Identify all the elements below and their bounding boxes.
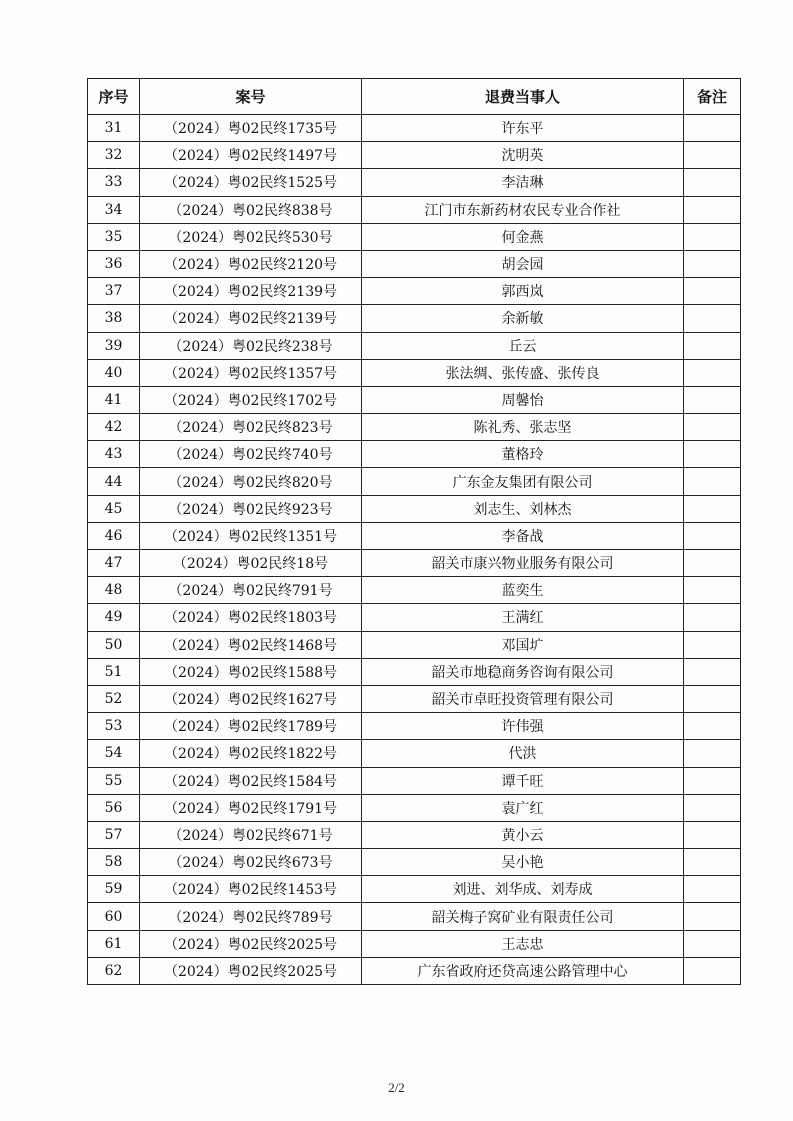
cell-note (684, 713, 741, 740)
cell-case: （2024）粤02民终791号 (140, 577, 362, 604)
cell-note (684, 903, 741, 930)
cell-note (684, 821, 741, 848)
cell-note (684, 223, 741, 250)
cell-case: （2024）粤02民终923号 (140, 495, 362, 522)
cell-no: 44 (88, 468, 140, 495)
cell-case: （2024）粤02民终1497号 (140, 142, 362, 169)
cell-party: 郭西岚 (362, 278, 684, 305)
table-row (88, 794, 741, 821)
table-row (88, 767, 741, 794)
cell-case: （2024）粤02民终1791号 (140, 794, 362, 821)
cell-no: 36 (88, 250, 140, 277)
cell-party: 周馨怡 (362, 386, 684, 413)
cell-no: 42 (88, 414, 140, 441)
cell-party: 何金燕 (362, 223, 684, 250)
table-row (88, 278, 741, 305)
cell-case: （2024）粤02民终238号 (140, 332, 362, 359)
cell-no: 54 (88, 740, 140, 767)
cell-note (684, 631, 741, 658)
cell-party: 许东平 (362, 115, 684, 142)
cell-no: 61 (88, 930, 140, 957)
cell-no: 35 (88, 223, 140, 250)
cell-party: 胡会园 (362, 250, 684, 277)
cell-party: 李备战 (362, 522, 684, 549)
cell-party: 余新敏 (362, 305, 684, 332)
cell-note (684, 794, 741, 821)
cell-no: 34 (88, 196, 140, 223)
cell-note (684, 142, 741, 169)
cell-case: （2024）粤02民终1584号 (140, 767, 362, 794)
table-row (88, 849, 741, 876)
table-row (88, 305, 741, 332)
cell-note (684, 849, 741, 876)
cell-note (684, 767, 741, 794)
cell-note (684, 441, 741, 468)
cell-no: 49 (88, 604, 140, 631)
table-row (88, 250, 741, 277)
table-row (88, 876, 741, 903)
table-row (88, 115, 741, 142)
cell-case: （2024）粤02民终1822号 (140, 740, 362, 767)
cell-party: 许伟强 (362, 713, 684, 740)
table-row (88, 903, 741, 930)
cell-case: （2024）粤02民终530号 (140, 223, 362, 250)
cell-case: （2024）粤02民终1525号 (140, 169, 362, 196)
cell-case: （2024）粤02民终1627号 (140, 685, 362, 712)
cell-party: 韶关梅子窝矿业有限责任公司 (362, 903, 684, 930)
table-row (88, 169, 741, 196)
cell-no: 32 (88, 142, 140, 169)
header-party: 退费当事人 (362, 79, 684, 115)
header-case: 案号 (140, 79, 362, 115)
table-row (88, 495, 741, 522)
table-row (88, 550, 741, 577)
cell-party: 江门市东新药材农民专业合作社 (362, 196, 684, 223)
cell-no: 37 (88, 278, 140, 305)
table-row (88, 713, 741, 740)
cell-case: （2024）粤02民终740号 (140, 441, 362, 468)
cell-case: （2024）粤02民终673号 (140, 849, 362, 876)
cell-note (684, 196, 741, 223)
cell-party: 韶关市卓旺投资管理有限公司 (362, 685, 684, 712)
cell-note (684, 359, 741, 386)
cell-case: （2024）粤02民终2025号 (140, 957, 362, 984)
table-row (88, 957, 741, 984)
cell-no: 53 (88, 713, 140, 740)
cell-party: 张法绸、张传盛、张传良 (362, 359, 684, 386)
cell-no: 51 (88, 658, 140, 685)
cell-no: 46 (88, 522, 140, 549)
cell-no: 43 (88, 441, 140, 468)
table-row (88, 414, 741, 441)
cell-party: 刘进、刘华成、刘寿成 (362, 876, 684, 903)
cell-note (684, 876, 741, 903)
table-row (88, 930, 741, 957)
cell-note (684, 386, 741, 413)
cell-party: 王满红 (362, 604, 684, 631)
cell-note (684, 604, 741, 631)
cell-no: 59 (88, 876, 140, 903)
cell-no: 33 (88, 169, 140, 196)
cell-no: 48 (88, 577, 140, 604)
cell-note (684, 550, 741, 577)
cell-case: （2024）粤02民终1789号 (140, 713, 362, 740)
cell-case: （2024）粤02民终671号 (140, 821, 362, 848)
cell-case: （2024）粤02民终823号 (140, 414, 362, 441)
table-body (88, 115, 741, 985)
cell-no: 55 (88, 767, 140, 794)
cell-case: （2024）粤02民终1453号 (140, 876, 362, 903)
header-no: 序号 (88, 79, 140, 115)
cell-no: 31 (88, 115, 140, 142)
cell-party: 丘云 (362, 332, 684, 359)
table-header-row (88, 79, 741, 115)
cell-no: 41 (88, 386, 140, 413)
cell-no: 62 (88, 957, 140, 984)
cell-case: （2024）粤02民终18号 (140, 550, 362, 577)
cell-party: 蓝奕生 (362, 577, 684, 604)
table-row (88, 196, 741, 223)
cell-party: 谭千旺 (362, 767, 684, 794)
table-row (88, 522, 741, 549)
cell-note (684, 957, 741, 984)
refund-table (87, 78, 741, 985)
cell-party: 代洪 (362, 740, 684, 767)
cell-note (684, 930, 741, 957)
cell-note (684, 495, 741, 522)
cell-case: （2024）粤02民终1803号 (140, 604, 362, 631)
cell-case: （2024）粤02民终1468号 (140, 631, 362, 658)
cell-party: 袁广红 (362, 794, 684, 821)
cell-case: （2024）粤02民终1702号 (140, 386, 362, 413)
cell-case: （2024）粤02民终1588号 (140, 658, 362, 685)
cell-party: 邓国圹 (362, 631, 684, 658)
cell-note (684, 169, 741, 196)
cell-note (684, 577, 741, 604)
cell-note (684, 685, 741, 712)
table-row (88, 658, 741, 685)
cell-note (684, 522, 741, 549)
cell-party: 广东省政府还贷高速公路管理中心 (362, 957, 684, 984)
table-row (88, 685, 741, 712)
cell-case: （2024）粤02民终838号 (140, 196, 362, 223)
cell-note (684, 115, 741, 142)
cell-party: 董格玲 (362, 441, 684, 468)
cell-no: 38 (88, 305, 140, 332)
cell-no: 60 (88, 903, 140, 930)
cell-no: 56 (88, 794, 140, 821)
cell-case: （2024）粤02民终789号 (140, 903, 362, 930)
table-row (88, 577, 741, 604)
table-row (88, 740, 741, 767)
cell-party: 黄小云 (362, 821, 684, 848)
table-row (88, 631, 741, 658)
table-row (88, 386, 741, 413)
cell-note (684, 414, 741, 441)
table-row (88, 359, 741, 386)
cell-case: （2024）粤02民终1735号 (140, 115, 362, 142)
cell-note (684, 658, 741, 685)
cell-note (684, 305, 741, 332)
table-row (88, 468, 741, 495)
cell-party: 沈明英 (362, 142, 684, 169)
cell-case: （2024）粤02民终2025号 (140, 930, 362, 957)
cell-no: 45 (88, 495, 140, 522)
cell-note (684, 250, 741, 277)
cell-no: 57 (88, 821, 140, 848)
cell-no: 50 (88, 631, 140, 658)
table-row (88, 821, 741, 848)
cell-case: （2024）粤02民终2120号 (140, 250, 362, 277)
cell-case: （2024）粤02民终2139号 (140, 278, 362, 305)
cell-party: 韶关市地稳商务咨询有限公司 (362, 658, 684, 685)
cell-party: 吴小艳 (362, 849, 684, 876)
cell-note (684, 740, 741, 767)
cell-party: 王志忠 (362, 930, 684, 957)
cell-note (684, 332, 741, 359)
cell-no: 52 (88, 685, 140, 712)
cell-no: 40 (88, 359, 140, 386)
table-row (88, 441, 741, 468)
cell-party: 陈礼秀、张志坚 (362, 414, 684, 441)
cell-case: （2024）粤02民终1351号 (140, 522, 362, 549)
table-row (88, 332, 741, 359)
cell-no: 58 (88, 849, 140, 876)
cell-party: 刘志生、刘林杰 (362, 495, 684, 522)
cell-party: 韶关市康兴物业服务有限公司 (362, 550, 684, 577)
header-note: 备注 (684, 79, 741, 115)
table-row (88, 604, 741, 631)
cell-no: 47 (88, 550, 140, 577)
cell-no: 39 (88, 332, 140, 359)
cell-case: （2024）粤02民终820号 (140, 468, 362, 495)
table-row (88, 223, 741, 250)
cell-case: （2024）粤02民终1357号 (140, 359, 362, 386)
cell-note (684, 278, 741, 305)
cell-note (684, 468, 741, 495)
cell-party: 广东金友集团有限公司 (362, 468, 684, 495)
page-number: 2/2 (388, 1080, 405, 1095)
table-row (88, 142, 741, 169)
cell-party: 李洁琳 (362, 169, 684, 196)
cell-case: （2024）粤02民终2139号 (140, 305, 362, 332)
